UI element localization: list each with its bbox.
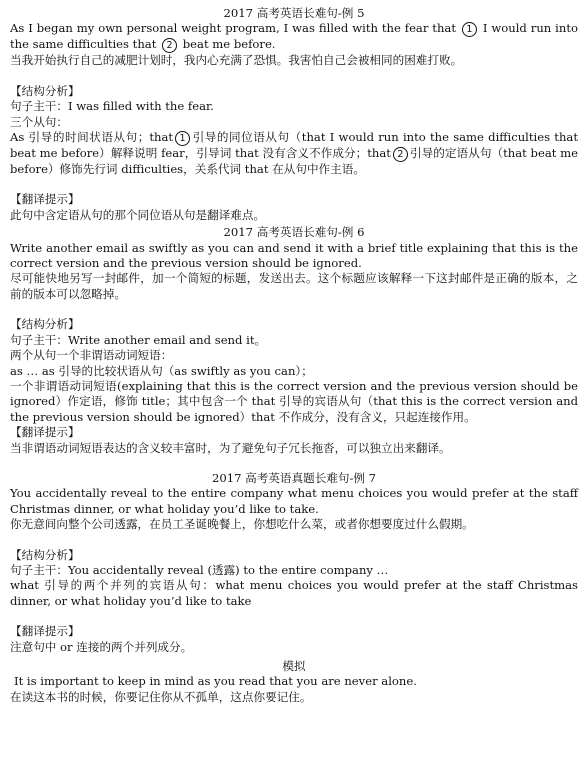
circled-number-2: 2 xyxy=(393,147,408,162)
sentence-trunk: 句子主干：You accidentally reveal (透露) to the entire company … xyxy=(10,562,389,577)
structure-heading: 【结构分析】 xyxy=(10,317,80,332)
circled-number-1: 1 xyxy=(175,131,190,146)
translation-tip-heading: 【翻译提示】 xyxy=(10,425,80,440)
analysis-part: 引导的同位语从句（that I would run into the same difficulties that beat me before）解释说明 fear，引导词 that 没有含义不作成分；that xyxy=(10,130,578,161)
example-7-title: 2017 高考英语真题长难句-例 7 xyxy=(211,470,377,485)
example-6-translation: 尽可能快地另写一封邮件，加一个简短的标题，发送出去。这个标题应该解释一下这封邮件是正确的版本，之前的版本可以忽略掉。 xyxy=(10,271,578,301)
translation-tip: 当非谓语动词短语表达的含义较丰富时，为了避免句子冗长拖沓，可以独立出来翻译。 xyxy=(10,440,451,455)
mock-example xyxy=(10,659,578,705)
example-7 xyxy=(10,471,578,655)
structure-heading: 【结构分析】 xyxy=(10,547,80,562)
translation-tip: 此句中含定语从句的那个同位语从句是翻译难点。 xyxy=(10,207,266,222)
sentence-trunk: 句子主干：I was filled with the fear. xyxy=(10,99,214,114)
example-7-translation: 你无意间向整个公司透露，在员工圣诞晚餐上，你想吃什么菜，或者你想要度过什么假期。 xyxy=(10,517,474,532)
circled-number-2: 2 xyxy=(162,38,177,53)
document-page xyxy=(10,6,578,705)
clause-analysis: what 引导的两个并列的宾语从句：what menu choices you would prefer at the staff Christmas dinner, or what holiday you’d like to take xyxy=(10,578,578,608)
clause-analysis: 一个非谓语动词短语(explaining that this is the correct version and the previous version should be ignored）作定语，修饰 title；其中包含一个 that 引导的宾语从句（that this is the correct version and the previous version should be ignored）that 不作成分，没有含义，只起连接作用。 xyxy=(10,378,578,424)
clause-count: 三个从句： xyxy=(10,114,68,129)
mock-title: 模拟 xyxy=(282,659,306,673)
example-5 xyxy=(10,6,578,223)
example-5-title: 2017 高考英语长难句-例 5 xyxy=(223,6,365,20)
clause-analysis: as … as 引导的比较状语从句（as swiftly as you can）； xyxy=(10,363,313,378)
analysis-part: As 引导的时间状语从句；that xyxy=(10,130,174,145)
clause-count: 两个从句一个非谓语动词短语： xyxy=(10,348,173,363)
example-6 xyxy=(10,225,578,456)
example-6-sentence: Write another email as swiftly as you can and send it with a brief title explaining that this is the correct version and the previous version should be ignored. xyxy=(10,240,578,271)
sentence-trunk: 句子主干：Write another email and send it。 xyxy=(10,332,267,347)
translation-tip: 注意句中 or 连接的两个并列成分。 xyxy=(10,639,193,654)
example-5-sentence xyxy=(10,21,578,53)
example-6-title: 2017 高考英语长难句-例 6 xyxy=(223,225,365,240)
mock-translation: 在读这本书的时候，你要记住你从不孤单，这点你要记住。 xyxy=(10,689,312,704)
example-5-translation: 当我开始执行自己的减肥计划时，我内心充满了恐惧。我害怕自己会被相同的困难打败。 xyxy=(10,53,463,68)
mock-sentence: It is important to keep in mind as you read that you are never alone. xyxy=(14,674,417,689)
clause-analysis xyxy=(10,130,578,177)
circled-number-1: 1 xyxy=(462,22,477,37)
sentence-part: I would run into the same difficulties that xyxy=(10,21,578,52)
translation-tip-heading: 【翻译提示】 xyxy=(10,192,80,207)
sentence-part: As I began my own personal weight program, I was filled with the fear that xyxy=(10,21,457,36)
analysis-part: 引导的定语从句（that beat me before）修饰先行词 difficulties，关系代词 that 在从句中作主语。 xyxy=(10,146,578,177)
structure-heading: 【结构分析】 xyxy=(10,83,80,98)
example-7-sentence: You accidentally reveal to the entire company what menu choices you would prefer at the staff Christmas dinner, or what holiday you’d like to take. xyxy=(10,486,578,516)
sentence-part: beat me before. xyxy=(182,37,276,52)
translation-tip-heading: 【翻译提示】 xyxy=(10,624,80,639)
